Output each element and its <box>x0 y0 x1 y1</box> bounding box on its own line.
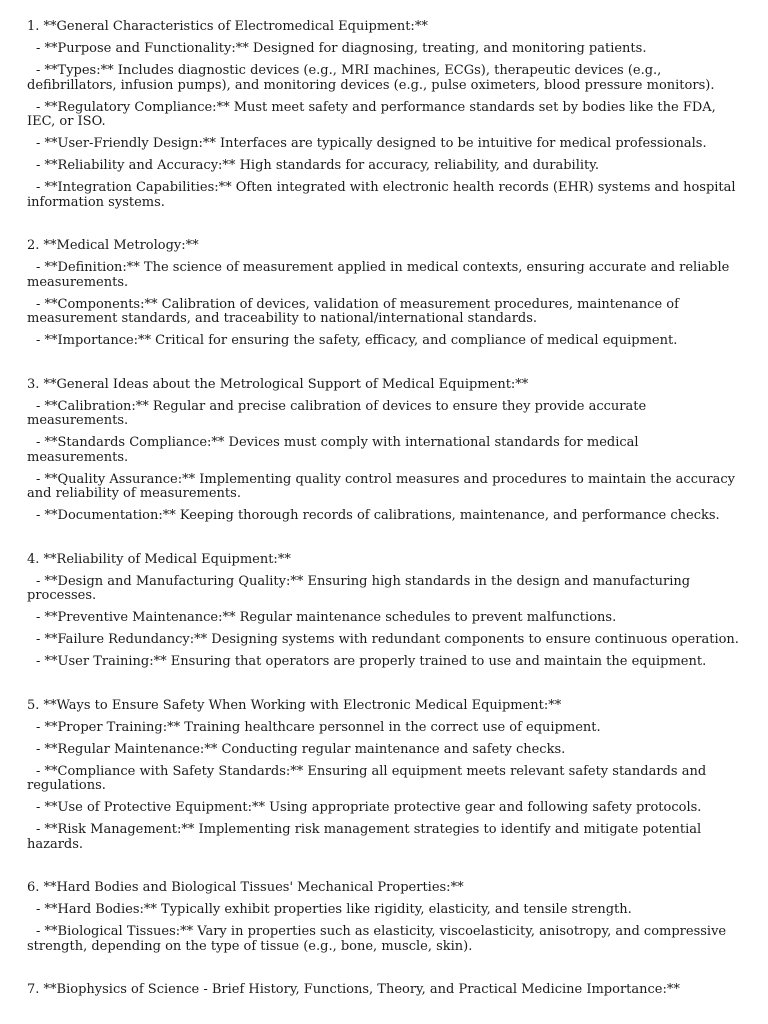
section-heading: 7. **Biophysics of Science - Brief History, Functions, Theory, and Practical Medicine Importance:** <box>27 982 680 997</box>
list-item: - **Use of Protective Equipment:** Using appropriate protective gear and following safety protocols. <box>36 800 702 815</box>
section-heading: 2. **Medical Metrology:** <box>27 238 199 253</box>
section-heading: 6. **Hard Bodies and Biological Tissues' Mechanical Properties:** <box>27 880 464 895</box>
section-4 <box>27 553 742 670</box>
list-item: - **Purpose and Functionality:** Designed for diagnosing, treating, and monitoring patients. <box>36 41 647 56</box>
list-item: - **Components:** Calibration of devices, validation of measurement procedures, maintenance of measurement standards, and traceability to national/international standards. <box>27 296 679 326</box>
section-heading: 5. **Ways to Ensure Safety When Working with Electronic Medical Equipment:** <box>27 697 562 713</box>
section-1 <box>27 20 742 210</box>
section-heading: 1. **General Characteristics of Electromedical Equipment:** <box>27 19 428 34</box>
list-item: - **Preventive Maintenance:** Regular maintenance schedules to prevent malfunctions. <box>36 610 617 625</box>
list-item: - **Proper Training:** Training healthcare personnel in the correct use of equipment. <box>36 719 601 735</box>
section-2 <box>27 239 742 349</box>
list-item: - **Importance:** Critical for ensuring the safety, efficacy, and compliance of medical equipment. <box>36 333 678 348</box>
section-heading: 4. **Reliability of Medical Equipment:** <box>27 551 291 567</box>
list-item: - **Types:** Includes diagnostic devices (e.g., MRI machines, ECGs), therapeutic devices (e.g., defibrillators, infusion pumps), and monitoring devices (e.g., pulse oximeters, blood pressure monitors). <box>27 63 715 93</box>
list-item: - **Quality Assurance:** Implementing quality control measures and procedures to maintain the accuracy and reliability of measurements. <box>27 471 735 501</box>
section-5 <box>27 699 742 853</box>
list-item: - **Reliability and Accuracy:** High standards for accuracy, reliability, and durability. <box>36 158 599 173</box>
section-3 <box>27 378 742 524</box>
section-7 <box>27 983 742 998</box>
list-item: - **Regular Maintenance:** Conducting regular maintenance and safety checks. <box>36 741 566 757</box>
list-item: - **Regulatory Compliance:** Must meet safety and performance standards set by bodies like the FDA, IEC, or ISO. <box>27 99 716 129</box>
list-item: - **Biological Tissues:** Vary in properties such as elasticity, viscoelasticity, anisotropy, and compressive strength, depending on the type of tissue (e.g., bone, muscle, skin). <box>27 924 727 954</box>
list-item: - **Compliance with Safety Standards:** Ensuring all equipment meets relevant safety standards and regulations. <box>27 763 707 793</box>
list-item: - **Standards Compliance:** Devices must comply with international standards for medical measurements. <box>27 435 639 465</box>
list-item: - **Risk Management:** Implementing risk management strategies to identify and mitigate potential hazards. <box>27 822 702 852</box>
list-item: - **Documentation:** Keeping thorough records of calibrations, maintenance, and performance checks. <box>36 508 720 523</box>
list-item: - **Definition:** The science of measurement applied in medical contexts, ensuring accurate and reliable measurements. <box>27 260 730 290</box>
list-item: - **Failure Redundancy:** Designing systems with redundant components to ensure continuous operation. <box>36 632 739 647</box>
list-item: - **User Training:** Ensuring that operators are properly trained to use and maintain the equipment. <box>36 654 707 669</box>
list-item: - **User-Friendly Design:** Interfaces are typically designed to be intuitive for medical professionals. <box>36 136 707 151</box>
section-6 <box>27 881 742 954</box>
list-item: - **Calibration:** Regular and precise calibration of devices to ensure they provide accurate measurements. <box>27 398 647 428</box>
list-item: - **Integration Capabilities:** Often integrated with electronic health records (EHR) systems and hospital information systems. <box>27 180 736 210</box>
list-item: - **Hard Bodies:** Typically exhibit properties like rigidity, elasticity, and tensile strength. <box>36 902 632 917</box>
section-heading: 3. **General Ideas about the Metrological Support of Medical Equipment:** <box>27 376 529 392</box>
list-item: - **Design and Manufacturing Quality:** Ensuring high standards in the design and manufacturing processes. <box>27 573 691 603</box>
